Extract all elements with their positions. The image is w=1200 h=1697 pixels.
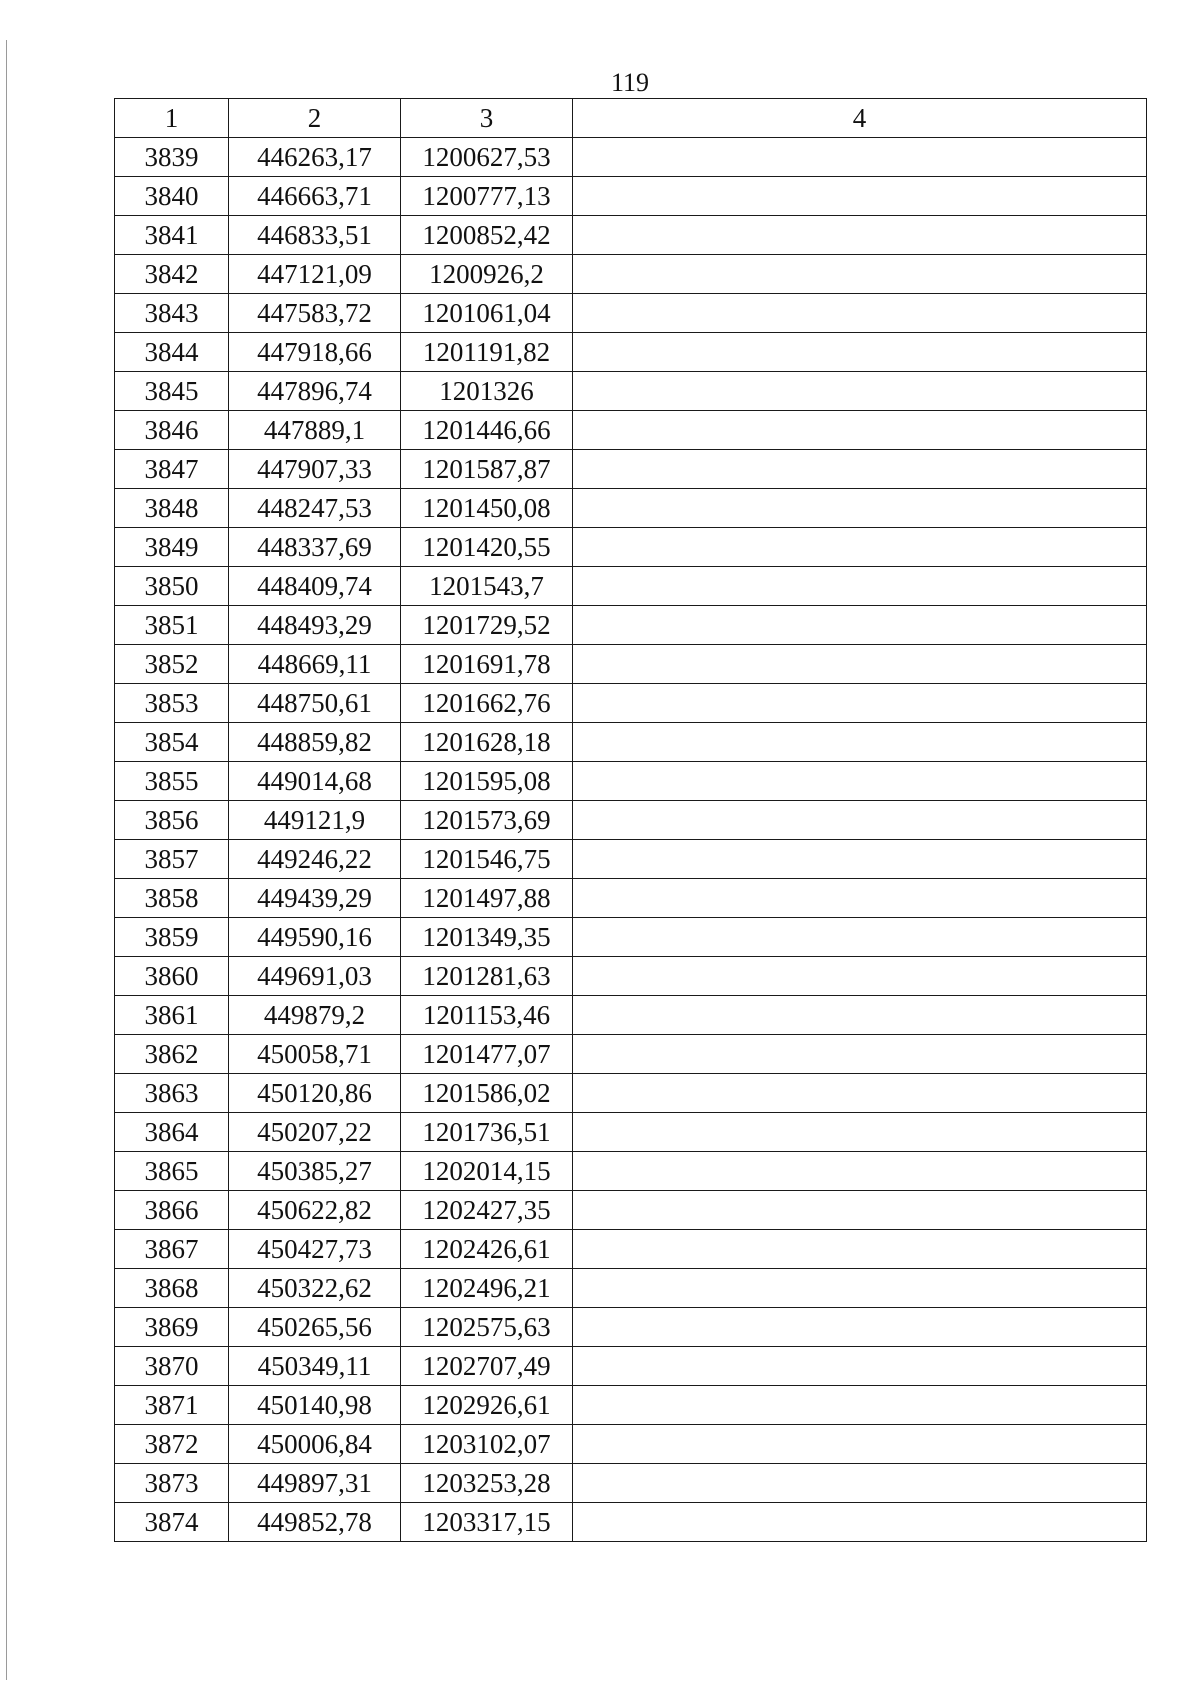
y-coordinate-cell: 1201729,52 bbox=[401, 606, 573, 645]
note-cell bbox=[573, 333, 1147, 372]
y-coordinate-cell: 1203102,07 bbox=[401, 1425, 573, 1464]
x-coordinate-cell: 449121,9 bbox=[229, 801, 401, 840]
coordinates-table bbox=[114, 98, 1147, 1542]
y-coordinate-cell: 1200852,42 bbox=[401, 216, 573, 255]
header-cell-2: 2 bbox=[229, 99, 401, 138]
note-cell bbox=[573, 1347, 1147, 1386]
note-cell bbox=[573, 1152, 1147, 1191]
y-coordinate-cell: 1202496,21 bbox=[401, 1269, 573, 1308]
x-coordinate-cell: 446263,17 bbox=[229, 138, 401, 177]
note-cell bbox=[573, 918, 1147, 957]
note-cell bbox=[573, 723, 1147, 762]
x-coordinate-cell: 448247,53 bbox=[229, 489, 401, 528]
table-row bbox=[115, 450, 1147, 489]
point-number-cell: 3873 bbox=[115, 1464, 229, 1503]
note-cell bbox=[573, 372, 1147, 411]
table-row bbox=[115, 1347, 1147, 1386]
note-cell bbox=[573, 177, 1147, 216]
note-cell bbox=[573, 1191, 1147, 1230]
table-row bbox=[115, 1269, 1147, 1308]
point-number-cell: 3840 bbox=[115, 177, 229, 216]
y-coordinate-cell: 1203253,28 bbox=[401, 1464, 573, 1503]
point-number-cell: 3867 bbox=[115, 1230, 229, 1269]
note-cell bbox=[573, 957, 1147, 996]
table-row bbox=[115, 957, 1147, 996]
point-number-cell: 3861 bbox=[115, 996, 229, 1035]
x-coordinate-cell: 450058,71 bbox=[229, 1035, 401, 1074]
table-row bbox=[115, 411, 1147, 450]
y-coordinate-cell: 1201497,88 bbox=[401, 879, 573, 918]
point-number-cell: 3871 bbox=[115, 1386, 229, 1425]
table-row bbox=[115, 1113, 1147, 1152]
x-coordinate-cell: 449014,68 bbox=[229, 762, 401, 801]
point-number-cell: 3848 bbox=[115, 489, 229, 528]
y-coordinate-cell: 1201543,7 bbox=[401, 567, 573, 606]
point-number-cell: 3857 bbox=[115, 840, 229, 879]
x-coordinate-cell: 447583,72 bbox=[229, 294, 401, 333]
note-cell bbox=[573, 996, 1147, 1035]
y-coordinate-cell: 1201349,35 bbox=[401, 918, 573, 957]
x-coordinate-cell: 446663,71 bbox=[229, 177, 401, 216]
point-number-cell: 3859 bbox=[115, 918, 229, 957]
point-number-cell: 3842 bbox=[115, 255, 229, 294]
y-coordinate-cell: 1201662,76 bbox=[401, 684, 573, 723]
note-cell bbox=[573, 1269, 1147, 1308]
x-coordinate-cell: 447889,1 bbox=[229, 411, 401, 450]
point-number-cell: 3865 bbox=[115, 1152, 229, 1191]
note-cell bbox=[573, 645, 1147, 684]
x-coordinate-cell: 449691,03 bbox=[229, 957, 401, 996]
point-number-cell: 3846 bbox=[115, 411, 229, 450]
table-row bbox=[115, 216, 1147, 255]
point-number-cell: 3851 bbox=[115, 606, 229, 645]
y-coordinate-cell: 1200627,53 bbox=[401, 138, 573, 177]
note-cell bbox=[573, 1230, 1147, 1269]
y-coordinate-cell: 1201595,08 bbox=[401, 762, 573, 801]
point-number-cell: 3856 bbox=[115, 801, 229, 840]
point-number-cell: 3841 bbox=[115, 216, 229, 255]
table-row bbox=[115, 138, 1147, 177]
table-row bbox=[115, 1386, 1147, 1425]
table-row bbox=[115, 1152, 1147, 1191]
y-coordinate-cell: 1201061,04 bbox=[401, 294, 573, 333]
x-coordinate-cell: 447907,33 bbox=[229, 450, 401, 489]
table-body bbox=[115, 138, 1147, 1542]
x-coordinate-cell: 450120,86 bbox=[229, 1074, 401, 1113]
y-coordinate-cell: 1201628,18 bbox=[401, 723, 573, 762]
y-coordinate-cell: 1201191,82 bbox=[401, 333, 573, 372]
table-row bbox=[115, 177, 1147, 216]
x-coordinate-cell: 450349,11 bbox=[229, 1347, 401, 1386]
table-header bbox=[115, 99, 1147, 138]
note-cell bbox=[573, 255, 1147, 294]
x-coordinate-cell: 447896,74 bbox=[229, 372, 401, 411]
note-cell bbox=[573, 1503, 1147, 1542]
y-coordinate-cell: 1201477,07 bbox=[401, 1035, 573, 1074]
table-row bbox=[115, 1191, 1147, 1230]
x-coordinate-cell: 448750,61 bbox=[229, 684, 401, 723]
note-cell bbox=[573, 762, 1147, 801]
table-row bbox=[115, 723, 1147, 762]
y-coordinate-cell: 1202926,61 bbox=[401, 1386, 573, 1425]
x-coordinate-cell: 450265,56 bbox=[229, 1308, 401, 1347]
point-number-cell: 3874 bbox=[115, 1503, 229, 1542]
note-cell bbox=[573, 411, 1147, 450]
table-row bbox=[115, 1425, 1147, 1464]
y-coordinate-cell: 1201586,02 bbox=[401, 1074, 573, 1113]
x-coordinate-cell: 450140,98 bbox=[229, 1386, 401, 1425]
table-row bbox=[115, 528, 1147, 567]
point-number-cell: 3866 bbox=[115, 1191, 229, 1230]
note-cell bbox=[573, 1308, 1147, 1347]
table-row bbox=[115, 1308, 1147, 1347]
x-coordinate-cell: 450622,82 bbox=[229, 1191, 401, 1230]
note-cell bbox=[573, 1464, 1147, 1503]
x-coordinate-cell: 450207,22 bbox=[229, 1113, 401, 1152]
x-coordinate-cell: 448337,69 bbox=[229, 528, 401, 567]
table-row bbox=[115, 645, 1147, 684]
point-number-cell: 3860 bbox=[115, 957, 229, 996]
note-cell bbox=[573, 1425, 1147, 1464]
point-number-cell: 3868 bbox=[115, 1269, 229, 1308]
note-cell bbox=[573, 879, 1147, 918]
table-row bbox=[115, 918, 1147, 957]
y-coordinate-cell: 1201736,51 bbox=[401, 1113, 573, 1152]
y-coordinate-cell: 1201587,87 bbox=[401, 450, 573, 489]
y-coordinate-cell: 1202427,35 bbox=[401, 1191, 573, 1230]
point-number-cell: 3862 bbox=[115, 1035, 229, 1074]
x-coordinate-cell: 446833,51 bbox=[229, 216, 401, 255]
x-coordinate-cell: 449852,78 bbox=[229, 1503, 401, 1542]
table-row bbox=[115, 255, 1147, 294]
point-number-cell: 3864 bbox=[115, 1113, 229, 1152]
header-row bbox=[115, 99, 1147, 138]
y-coordinate-cell: 1200926,2 bbox=[401, 255, 573, 294]
table-row bbox=[115, 1503, 1147, 1542]
point-number-cell: 3839 bbox=[115, 138, 229, 177]
point-number-cell: 3870 bbox=[115, 1347, 229, 1386]
point-number-cell: 3852 bbox=[115, 645, 229, 684]
point-number-cell: 3845 bbox=[115, 372, 229, 411]
point-number-cell: 3858 bbox=[115, 879, 229, 918]
table-row bbox=[115, 762, 1147, 801]
x-coordinate-cell: 448859,82 bbox=[229, 723, 401, 762]
x-coordinate-cell: 447918,66 bbox=[229, 333, 401, 372]
point-number-cell: 3849 bbox=[115, 528, 229, 567]
x-coordinate-cell: 448669,11 bbox=[229, 645, 401, 684]
x-coordinate-cell: 450385,27 bbox=[229, 1152, 401, 1191]
page-number: 119 bbox=[610, 68, 650, 97]
note-cell bbox=[573, 528, 1147, 567]
table-row bbox=[115, 372, 1147, 411]
y-coordinate-cell: 1201281,63 bbox=[401, 957, 573, 996]
note-cell bbox=[573, 138, 1147, 177]
table-row bbox=[115, 879, 1147, 918]
table-row bbox=[115, 1464, 1147, 1503]
y-coordinate-cell: 1203317,15 bbox=[401, 1503, 573, 1542]
note-cell bbox=[573, 216, 1147, 255]
note-cell bbox=[573, 1035, 1147, 1074]
y-coordinate-cell: 1201546,75 bbox=[401, 840, 573, 879]
note-cell bbox=[573, 1386, 1147, 1425]
x-coordinate-cell: 449439,29 bbox=[229, 879, 401, 918]
x-coordinate-cell: 449897,31 bbox=[229, 1464, 401, 1503]
table-row bbox=[115, 1230, 1147, 1269]
y-coordinate-cell: 1200777,13 bbox=[401, 177, 573, 216]
note-cell bbox=[573, 801, 1147, 840]
header-cell-1: 1 bbox=[115, 99, 229, 138]
x-coordinate-cell: 450006,84 bbox=[229, 1425, 401, 1464]
x-coordinate-cell: 447121,09 bbox=[229, 255, 401, 294]
header-cell-3: 3 bbox=[401, 99, 573, 138]
y-coordinate-cell: 1201450,08 bbox=[401, 489, 573, 528]
note-cell bbox=[573, 684, 1147, 723]
note-cell bbox=[573, 840, 1147, 879]
y-coordinate-cell: 1201420,55 bbox=[401, 528, 573, 567]
table-row bbox=[115, 333, 1147, 372]
table-row bbox=[115, 1074, 1147, 1113]
table-row bbox=[115, 489, 1147, 528]
table-row bbox=[115, 801, 1147, 840]
point-number-cell: 3854 bbox=[115, 723, 229, 762]
point-number-cell: 3844 bbox=[115, 333, 229, 372]
y-coordinate-cell: 1202707,49 bbox=[401, 1347, 573, 1386]
y-coordinate-cell: 1201326 bbox=[401, 372, 573, 411]
table-row bbox=[115, 840, 1147, 879]
x-coordinate-cell: 448493,29 bbox=[229, 606, 401, 645]
table-row bbox=[115, 567, 1147, 606]
note-cell bbox=[573, 489, 1147, 528]
x-coordinate-cell: 448409,74 bbox=[229, 567, 401, 606]
table-row bbox=[115, 294, 1147, 333]
point-number-cell: 3843 bbox=[115, 294, 229, 333]
point-number-cell: 3869 bbox=[115, 1308, 229, 1347]
note-cell bbox=[573, 567, 1147, 606]
point-number-cell: 3847 bbox=[115, 450, 229, 489]
y-coordinate-cell: 1201573,69 bbox=[401, 801, 573, 840]
x-coordinate-cell: 450427,73 bbox=[229, 1230, 401, 1269]
note-cell bbox=[573, 1113, 1147, 1152]
x-coordinate-cell: 449879,2 bbox=[229, 996, 401, 1035]
table-row bbox=[115, 996, 1147, 1035]
note-cell bbox=[573, 294, 1147, 333]
table-row bbox=[115, 1035, 1147, 1074]
point-number-cell: 3853 bbox=[115, 684, 229, 723]
x-coordinate-cell: 449590,16 bbox=[229, 918, 401, 957]
y-coordinate-cell: 1201153,46 bbox=[401, 996, 573, 1035]
table-row bbox=[115, 606, 1147, 645]
x-coordinate-cell: 449246,22 bbox=[229, 840, 401, 879]
y-coordinate-cell: 1202575,63 bbox=[401, 1308, 573, 1347]
header-cell-4: 4 bbox=[573, 99, 1147, 138]
y-coordinate-cell: 1201446,66 bbox=[401, 411, 573, 450]
point-number-cell: 3850 bbox=[115, 567, 229, 606]
note-cell bbox=[573, 1074, 1147, 1113]
point-number-cell: 3855 bbox=[115, 762, 229, 801]
y-coordinate-cell: 1202426,61 bbox=[401, 1230, 573, 1269]
y-coordinate-cell: 1201691,78 bbox=[401, 645, 573, 684]
point-number-cell: 3872 bbox=[115, 1425, 229, 1464]
y-coordinate-cell: 1202014,15 bbox=[401, 1152, 573, 1191]
note-cell bbox=[573, 450, 1147, 489]
table-row bbox=[115, 684, 1147, 723]
page-left-edge-line bbox=[6, 40, 7, 1680]
note-cell bbox=[573, 606, 1147, 645]
point-number-cell: 3863 bbox=[115, 1074, 229, 1113]
x-coordinate-cell: 450322,62 bbox=[229, 1269, 401, 1308]
